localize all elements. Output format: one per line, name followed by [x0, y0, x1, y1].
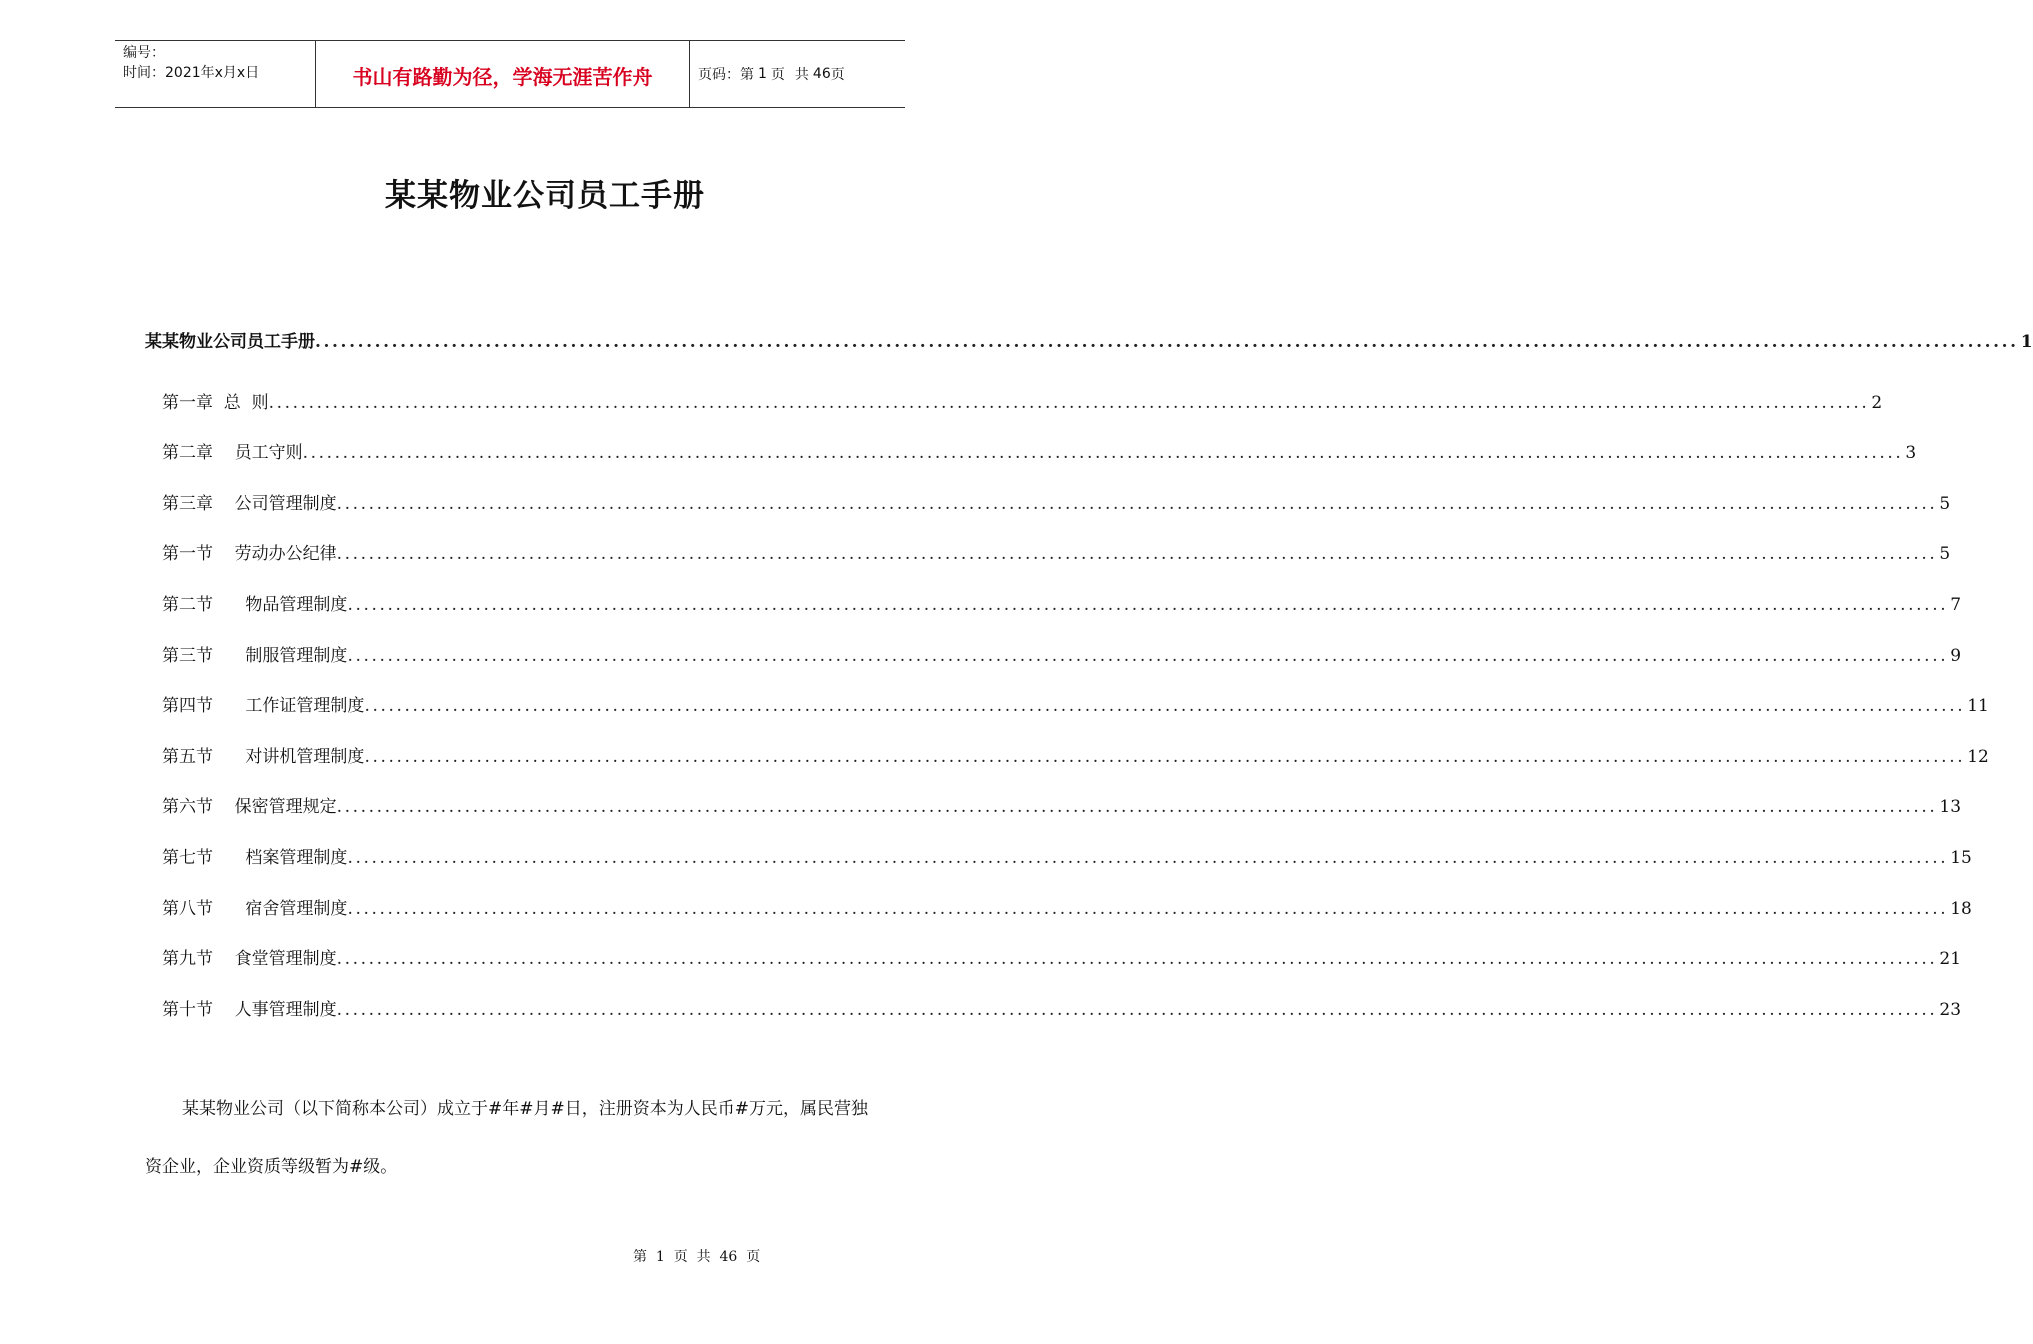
toc-entry-page: 13 [1939, 797, 1962, 817]
toc-leader-dots: ........................................................................................................................................................................................................ [347, 595, 1949, 615]
intro-paragraph [145, 1080, 875, 1196]
toc-leader-dots: ........................................................................................................................................................................................................ [336, 494, 1938, 514]
toc-entry[interactable] [162, 742, 1989, 767]
toc-leader-dots: ........................................................................................................................................................................................................ [336, 544, 1938, 564]
toc-entry[interactable] [162, 438, 1917, 463]
toc-entry-label: 第一节 劳动办公纪律 [162, 544, 337, 564]
toc-entry-label: 第七节 档案管理制度 [162, 848, 348, 868]
toc-entry-page: 5 [1939, 494, 1951, 514]
toc-entry[interactable] [162, 792, 1962, 817]
toc-leader-dots: ........................................................................................................................................................................................................ [347, 848, 1949, 868]
toc-entry-label: 第四节 工作证管理制度 [162, 696, 365, 716]
toc-entry-page: 12 [1967, 747, 1989, 767]
toc-entry-page: 7 [1950, 595, 1962, 615]
toc-entry-page: 5 [1939, 544, 1951, 564]
toc-entry[interactable] [162, 641, 1962, 666]
toc-entry-label: 某某物业公司员工手册 [145, 332, 315, 352]
toc-leader-dots: ........................................................................................................................................................................................................ [347, 646, 1949, 666]
toc-leader-dots: ........................................................................................................................................................................................................ [364, 747, 1966, 767]
header-page-current: 1 [758, 66, 767, 82]
toc-entry[interactable] [162, 894, 1972, 919]
toc-entry-main[interactable] [145, 327, 2033, 352]
toc-entry-label: 第一章 总 则 [162, 393, 269, 413]
toc-leader-dots: ........................................................................................................................................................................................................ [315, 332, 2019, 352]
toc-entry-page: 3 [1905, 443, 1917, 463]
toc-leader-dots: ........................................................................................................................................................................................................ [347, 899, 1949, 919]
toc-entry-label: 第十节 人事管理制度 [162, 1000, 337, 1020]
toc-entry-label: 第六节 保密管理规定 [162, 797, 337, 817]
header-page-mid: 页 [770, 67, 785, 83]
toc-entry[interactable] [162, 539, 1951, 564]
toc-entry-page: 15 [1950, 848, 1972, 868]
header-meta [115, 41, 316, 107]
toc-entry-label: 第三节 制服管理制度 [162, 646, 348, 666]
toc-leader-dots: ........................................................................................................................................................................................................ [336, 949, 1938, 969]
header-page-total-prefix: 共 [794, 67, 809, 83]
toc-entry-page: 1 [2020, 332, 2033, 352]
header-number-label: 编号： [123, 45, 165, 61]
toc-entry-label: 第五节 对讲机管理制度 [162, 747, 365, 767]
toc-leader-dots: ........................................................................................................................................................................................................ [302, 443, 1904, 463]
header-page-prefix: 页码：第 [698, 67, 754, 83]
toc-leader-dots: ........................................................................................................................................................................................................ [268, 393, 1870, 413]
toc-entry[interactable] [162, 995, 1962, 1020]
toc-entry[interactable] [162, 388, 1883, 413]
header-motto: 书山有路勤为径，学海无涯苦作舟 [316, 41, 690, 107]
toc-entry-label: 第九节 食堂管理制度 [162, 949, 337, 969]
toc-entry-label: 第八节 宿舍管理制度 [162, 899, 348, 919]
toc-leader-dots: ........................................................................................................................................................................................................ [336, 797, 1938, 817]
toc-entry-label: 第二章 员工守则 [162, 443, 303, 463]
page-header [115, 40, 905, 108]
toc-entry[interactable] [162, 843, 1972, 868]
header-page-suffix: 页 [830, 67, 845, 83]
header-page-info [690, 41, 905, 107]
toc-entry[interactable] [162, 691, 1989, 716]
toc-entry-page: 18 [1950, 899, 1972, 919]
toc-entry-page: 23 [1939, 1000, 1962, 1020]
header-page-total: 46 [812, 66, 831, 82]
toc-entry-label: 第三章 公司管理制度 [162, 494, 337, 514]
toc-entry[interactable] [162, 590, 1962, 615]
toc-entry-page: 21 [1939, 949, 1962, 969]
toc-entry-page: 11 [1967, 696, 1989, 716]
toc-entry[interactable] [162, 944, 1962, 969]
page-footer: 第 1 页 共 46 页 [633, 1249, 761, 1265]
document-title: 某某物业公司员工手册 [385, 178, 705, 214]
header-time-label: 时间：2021年x月x日 [123, 65, 260, 81]
toc-entry[interactable] [162, 489, 1951, 514]
toc-leader-dots: ........................................................................................................................................................................................................ [364, 696, 1966, 716]
toc-entry-label: 第二节 物品管理制度 [162, 595, 348, 615]
toc-entry-page: 2 [1871, 393, 1883, 413]
toc-entry-page: 9 [1950, 646, 1962, 666]
toc-leader-dots: ........................................................................................................................................................................................................ [336, 1000, 1938, 1020]
intro-paragraph-text: 某某物业公司（以下简称本公司）成立于#年#月#日，注册资本为人民币#万元，属民营独资企业，企业资质等级暂为#级。 [145, 1099, 868, 1177]
